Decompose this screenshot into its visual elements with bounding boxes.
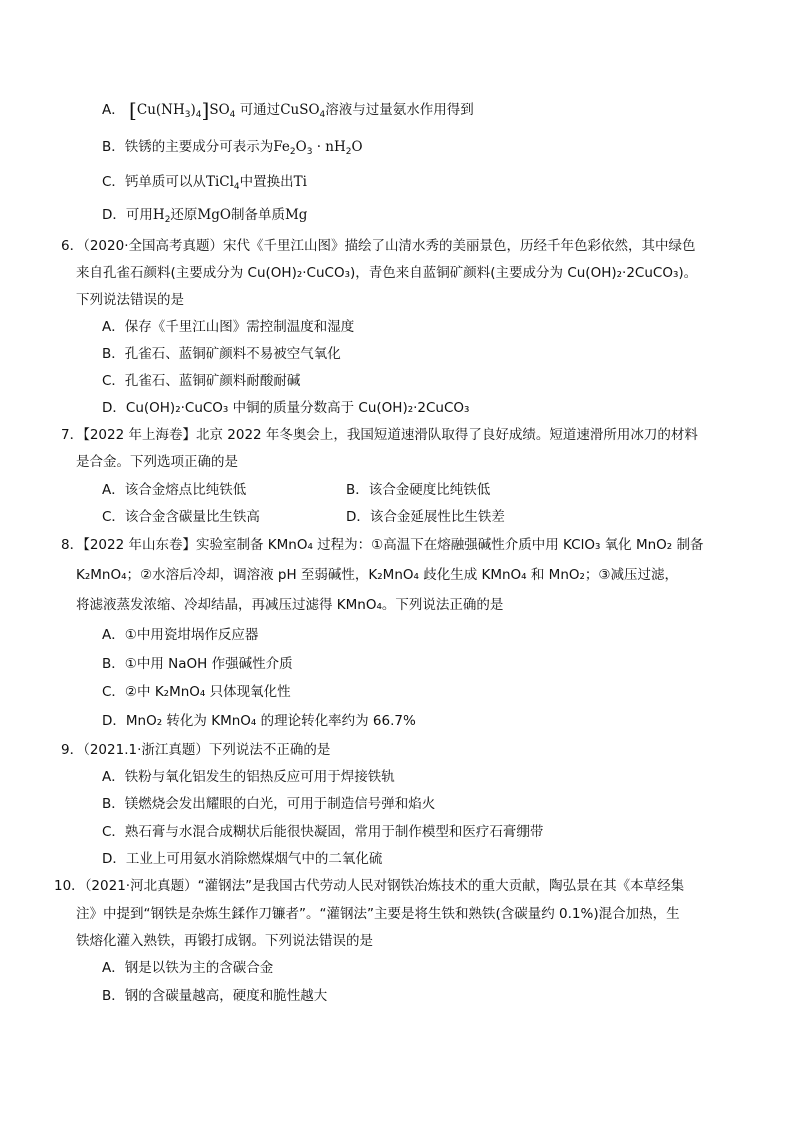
q7-stem-line2: 是合金。下列选项正确的是	[76, 454, 238, 470]
q9-option-d: D．工业上可用氨水消除燃煤烟气中的二氧化硫	[102, 851, 383, 867]
q5-option-a: A． $[Cu(NH_3)_4]SO_4$ 可通过CuSO$_4$溶液与过量氨水作用得到	[102, 98, 474, 122]
q7-stem-line1: 7．【2022 年上海卷】北京 2022 年冬奥会上，我国短道速滑队取得了良好成绩。短道速滑所用冰刀的材料	[61, 427, 698, 443]
q10-number: 10．	[54, 878, 85, 894]
q6-number: 6．	[61, 238, 84, 254]
q6-stem-line3: 下列说法错误的是	[76, 292, 184, 308]
q9-option-a: A．铁粉与氧化铝发生的铝热反应可用于焊接铁轨	[102, 769, 395, 785]
q8-stem-line1: 8．【2022 年山东卷】实验室制备 KMnO₄ 过程为：①高温下在熔融强碱性介质中用 KClO₃ 氧化 MnO₂ 制备	[61, 537, 704, 553]
q6-option-a: A．保存《千里江山图》需控制温度和湿度	[102, 319, 355, 335]
q8-stem-line2: K₂MnO₄；②水溶后冷却，调溶液 pH 至弱碱性，K₂MnO₄ 歧化生成 KMnO₄ 和 MnO₂；③减压过滤，	[76, 567, 679, 583]
q6-stem-line2: 来自孔雀石颜料(主要成分为 Cu(OH)₂·CuCO₃)，青色来自蓝铜矿颜料(主要成分为 Cu(OH)₂·2CuCO₃)。	[76, 265, 698, 281]
q7-option-a: A．该合金熔点比纯铁低	[102, 482, 247, 498]
q8-number: 8．	[61, 537, 84, 553]
q10-option-b: B．钢的含碳量越高，硬度和脆性越大	[102, 988, 328, 1004]
q6-stem-line1: 6．（2020·全国高考真题）宋代《千里江山图》描绘了山清水秀的美丽景色，历经千年色彩依然，其中绿色	[61, 238, 696, 254]
q5-option-d: D．可用$H_2$还原MgO制备单质Mg	[102, 207, 308, 225]
q6-option-b: B．孔雀石、蓝铜矿颜料不易被空气氧化	[102, 346, 341, 362]
q7-number: 7．	[61, 427, 84, 443]
q9-option-c: C．熟石膏与水混合成糊状后能很快凝固，常用于制作模型和医疗石膏绷带	[102, 824, 544, 840]
q5-option-c: C．钙单质可以从TiCl$_4$中置换出Ti	[102, 174, 307, 192]
q7-option-c: C．该合金含碳量比生铁高	[102, 509, 260, 525]
q10-option-a: A．钢是以铁为主的含碳合金	[102, 960, 274, 976]
q7-options-row2	[0, 507, 794, 527]
q8-option-c: C．②中 K₂MnO₄ 只体现氧化性	[102, 684, 291, 700]
q7-option-d: D．该合金延展性比生铁差	[346, 509, 505, 525]
q10-stem-line1: 10．（2021·河北真题）“灌钢法”是我国古代劳动人民对钢铁冶炼技术的重大贡献，陶弘景在其《本草经集	[54, 878, 685, 894]
q9-stem-line1: 9．（2021.1·浙江真题）下列说法不正确的是	[61, 742, 331, 758]
q8-option-b: B．①中用 NaOH 作强碱性介质	[102, 656, 293, 672]
q8-option-d: D．MnO₂ 转化为 KMnO₄ 的理论转化率约为 66.7%	[102, 713, 416, 729]
q5-option-b: B．铁锈的主要成分可表示为$Fe_2O_3 \cdot nH_2O$	[102, 139, 363, 157]
q7-option-b: B．该合金硬度比纯铁低	[346, 482, 491, 498]
q6-option-d: D．Cu(OH)₂·CuCO₃ 中铜的质量分数高于 Cu(OH)₂·2CuCO₃	[102, 400, 470, 416]
q6-option-c: C．孔雀石、蓝铜矿颜料耐酸耐碱	[102, 373, 301, 389]
q9-number: 9．	[61, 742, 84, 758]
q8-option-a: A．①中用瓷坩埚作反应器	[102, 627, 259, 643]
q10-stem-line2: 注》中提到“钢铁是杂炼生鍒作刀镰者”。“灌钢法”主要是将生铁和熟铁(含碳量约 0.1%)混合加热，生	[76, 906, 680, 922]
q7-options-row1	[0, 480, 794, 500]
q8-stem-line3: 将滤液蒸发浓缩、冷却结晶，再减压过滤得 KMnO₄。下列说法正确的是	[76, 597, 504, 613]
q9-option-b: B．镁燃烧会发出耀眼的白光，可用于制造信号弹和焰火	[102, 796, 436, 812]
q10-stem-line3: 铁熔化灌入熟铁，再锻打成钢。下列说法错误的是	[76, 933, 373, 949]
